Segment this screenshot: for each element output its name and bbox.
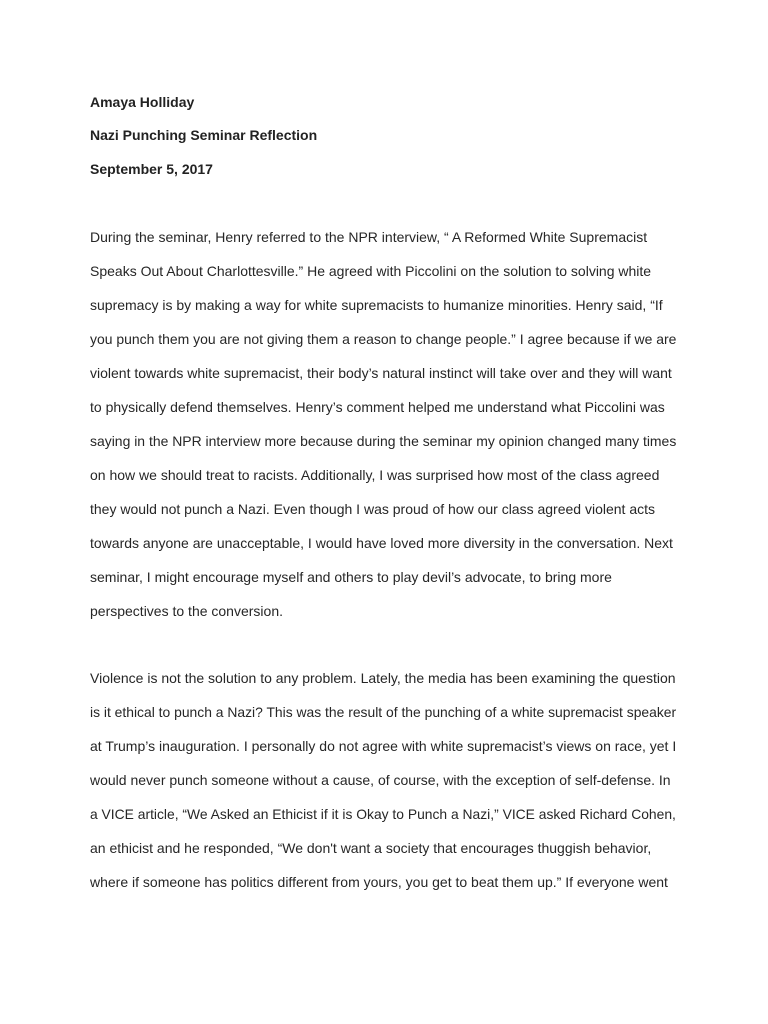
paragraph-line: supremacy is by making a way for white supremacists to humanize minorities. Henry said, “If	[90, 297, 663, 313]
paragraph-line: they would not punch a Nazi. Even though I was proud of how our class agreed violent acts	[90, 501, 656, 517]
paragraph-line: Violence is not the solution to any problem. Lately, the media has been examining the question	[90, 670, 676, 686]
document-title: Nazi Punching Seminar Reflection	[90, 127, 318, 143]
paragraph-line: is it ethical to punch a Nazi? This was the result of the punching of a white supremacist speaker	[90, 704, 677, 720]
paragraph-line: you punch them you are not giving them a reason to change people.” I agree because if we are	[90, 331, 677, 347]
paragraph-line: towards anyone are unacceptable, I would have loved more diversity in the conversation. Next	[90, 535, 673, 551]
document-date: September 5, 2017	[90, 161, 213, 177]
author-name: Amaya Holliday	[90, 94, 195, 110]
paragraph-line: saying in the NPR interview more because during the seminar my opinion changed many times	[90, 433, 677, 449]
paragraph-line: seminar, I might encourage myself and others to play devil’s advocate, to bring more	[90, 569, 612, 585]
paragraph-line: where if someone has politics different from yours, you get to beat them up.” If everyone went	[90, 874, 668, 890]
paragraph-line: violent towards white supremacist, their body’s natural instinct will take over and they will want	[90, 365, 672, 381]
paragraph-line: would never punch someone without a cause, of course, with the exception of self-defense. In	[90, 772, 671, 788]
paragraph-line: on how we should treat to racists. Additionally, I was surprised how most of the class agreed	[90, 467, 660, 483]
paragraph-line: at Trump’s inauguration. I personally do not agree with white supremacist’s views on race, yet I	[90, 738, 677, 754]
paragraph-line: Speaks Out About Charlottesville.” He agreed with Piccolini on the solution to solving white	[90, 263, 652, 279]
paragraph-line: an ethicist and he responded, “We don't want a society that encourages thuggish behavior,	[90, 840, 652, 856]
paragraph-line: During the seminar, Henry referred to the NPR interview, “ A Reformed White Supremacist	[90, 229, 648, 245]
paragraph-line: perspectives to the conversion.	[90, 603, 283, 619]
paragraph-line: a VICE article, “We Asked an Ethicist if it is Okay to Punch a Nazi,” VICE asked Richard Cohen,	[90, 806, 676, 822]
paragraph-line: to physically defend themselves. Henry’s comment helped me understand what Piccolini was	[90, 399, 665, 415]
